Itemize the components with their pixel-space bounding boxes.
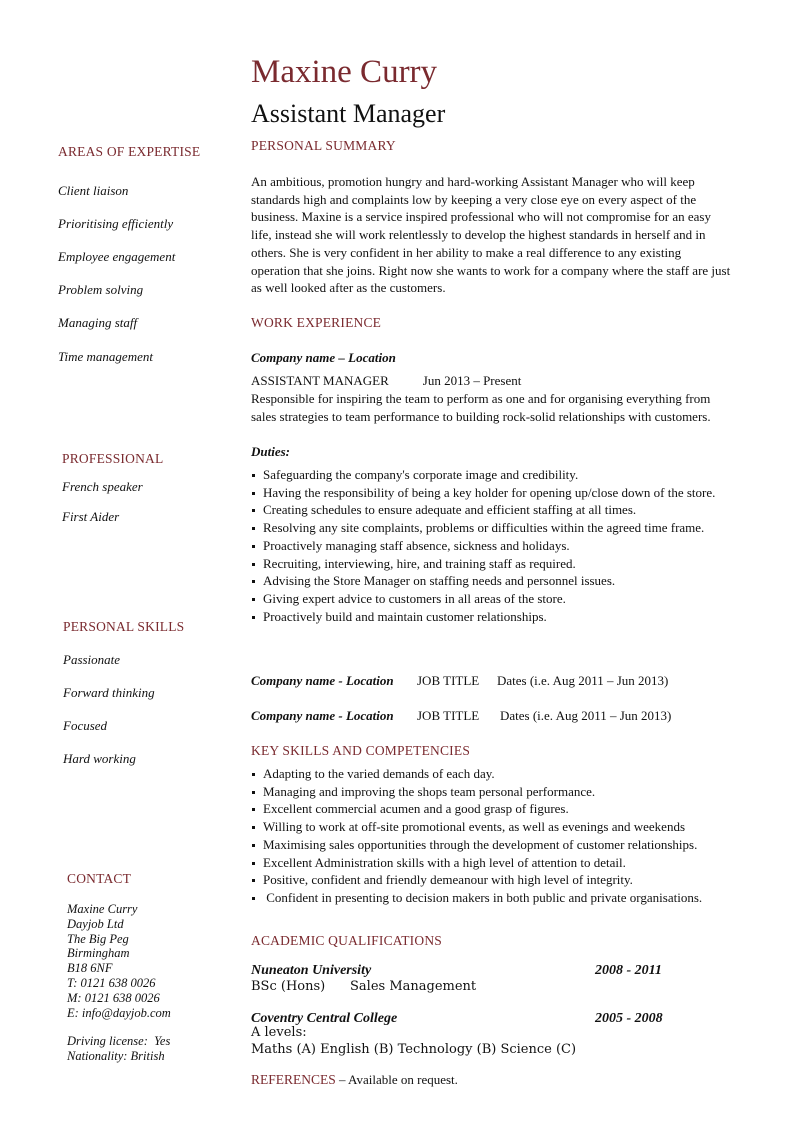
job-title: Assistant Manager	[251, 99, 446, 128]
previous-job-row	[251, 672, 668, 690]
personal-summary-text: An ambitious, promotion hungry and hard-working Assistant Manager who will keep standards high and complaints low by keeping a very close eye on every aspect of the business. Maxine is a service inspired professional who will not compromise for an easy life, instead she will work relentlessly to develop the highest standards in herself and in others. She is very confident in her ability to make a real difference to any existing operation that she joins. Right now she wants to work for a company where the staff are just as well looked after as the customers.	[251, 174, 731, 296]
current-role-description: Responsible for inspiring the team to perform as one and for organising everything from sales strategies to team performance to building rock-solid relationships with customers.	[251, 391, 711, 424]
qualification: BSc (Hons) Sales Management	[251, 979, 477, 994]
key-skill-item: Managing and improving the shops team personal performance.	[251, 783, 741, 801]
academic-heading: ACADEMIC QUALIFICATIONS	[251, 933, 442, 948]
qualification-grades: Maths (A) English (B) Technology (B) Science (C)	[251, 1042, 577, 1057]
professional-item: French speaker	[62, 479, 143, 494]
key-skill-item: Excellent commercial acumen and a good grasp of figures.	[251, 800, 741, 818]
driving-license: Driving license: Yes	[67, 1034, 171, 1049]
key-skills-heading: KEY SKILLS AND COMPETENCIES	[251, 743, 471, 758]
current-role: ASSISTANT MANAGER	[251, 373, 389, 388]
current-company: Company name – Location	[251, 350, 396, 365]
key-skill-item: Maximising sales opportunities through the development of customer relationships.	[251, 836, 741, 854]
references-row	[251, 1072, 458, 1088]
duties-list	[251, 466, 731, 625]
duty-item: Recruiting, interviewing, hire, and training staff as required.	[251, 555, 731, 573]
key-skill-item: Confident in presenting to decision makers in both public and private organisations.	[251, 889, 741, 907]
expertise-item: Managing staff	[58, 315, 138, 330]
nationality: Nationality: British	[67, 1049, 165, 1064]
contact-city: Birmingham	[67, 946, 130, 961]
duty-item: Safeguarding the company's corporate image and credibility.	[251, 466, 731, 484]
candidate-name: Maxine Curry	[251, 54, 438, 90]
contact-mobile: M: 0121 638 0026	[67, 990, 160, 1005]
expertise-item: Time management	[58, 349, 153, 364]
key-skill-item: Positive, confident and friendly demeanour with high level of integrity.	[251, 871, 741, 889]
expertise-item: Employee engagement	[58, 249, 176, 264]
contact-telephone: T: 0121 638 0026	[67, 975, 156, 990]
current-dates: Jun 2013 – Present	[422, 373, 522, 388]
contact-postcode: B18 6NF	[67, 961, 113, 976]
duty-item: Resolving any site complaints, problems or difficulties within the agreed time frame.	[251, 519, 731, 537]
previous-dates: Dates (i.e. Aug 2011 – Jun 2013)	[497, 673, 669, 688]
previous-company: Company name - Location	[251, 673, 394, 688]
expertise-item: Problem solving	[58, 282, 144, 297]
personal-skill-item: Forward thinking	[63, 685, 155, 700]
personal-skill-item: Focused	[63, 718, 108, 733]
duty-item: Advising the Store Manager on staffing needs and personnel issues.	[251, 572, 731, 590]
previous-role: JOB TITLE	[417, 708, 480, 723]
personal-summary-heading: PERSONAL SUMMARY	[251, 138, 396, 153]
contact-details	[67, 902, 171, 1064]
professional-item: First Aider	[62, 509, 120, 524]
duty-item: Creating schedules to ensure adequate and efficient staffing at all times.	[251, 501, 731, 519]
duties-label: Duties:	[251, 444, 290, 459]
institution-name: Coventry Central College	[251, 1011, 398, 1026]
key-skill-item: Excellent Administration skills with a high level of attention to detail.	[251, 854, 741, 872]
institution-years: 2008 - 2011	[595, 963, 662, 978]
duty-item: Giving expert advice to customers in all areas of the store.	[251, 590, 731, 608]
personal-skill-item: Hard working	[63, 751, 136, 766]
contact-heading: CONTACT	[67, 871, 132, 886]
expertise-item: Prioritising efficiently	[58, 216, 174, 231]
contact-email[interactable]: E: info@dayjob.com	[67, 1005, 171, 1020]
key-skill-item: Adapting to the varied demands of each day.	[251, 765, 741, 783]
qualification: A levels:	[251, 1025, 307, 1040]
personal-skill-item: Passionate	[63, 652, 121, 667]
duty-item: Proactively build and maintain customer relationships.	[251, 608, 731, 626]
previous-role: JOB TITLE	[417, 673, 480, 688]
contact-name: Maxine Curry	[67, 902, 138, 916]
personal-skills-heading: PERSONAL SKILLS	[63, 619, 185, 634]
contact-address-line: The Big Peg	[67, 931, 129, 946]
previous-job-row	[251, 707, 671, 725]
work-experience-heading: WORK EXPERIENCE	[251, 315, 382, 330]
contact-company: Dayjob Ltd	[67, 916, 124, 931]
institution-years: 2005 - 2008	[595, 1011, 663, 1026]
professional-heading: PROFESSIONAL	[62, 451, 164, 466]
duty-item: Having the responsibility of being a key holder for opening up/close down of the store.	[251, 484, 731, 502]
key-skill-item: Willing to work at off-site promotional events, as well as evenings and weekends	[251, 818, 741, 836]
previous-company: Company name - Location	[251, 708, 394, 723]
areas-of-expertise-heading: AREAS OF EXPERTISE	[58, 144, 201, 159]
references-heading: REFERENCES	[251, 1072, 336, 1087]
previous-dates: Dates (i.e. Aug 2011 – Jun 2013)	[500, 708, 672, 723]
key-skills-list	[251, 765, 741, 907]
current-role-row	[251, 372, 521, 390]
duty-item: Proactively managing staff absence, sickness and holidays.	[251, 537, 731, 555]
references-text: – Available on request.	[335, 1072, 458, 1087]
expertise-item: Client liaison	[58, 183, 129, 198]
institution-name: Nuneaton University	[251, 963, 372, 978]
